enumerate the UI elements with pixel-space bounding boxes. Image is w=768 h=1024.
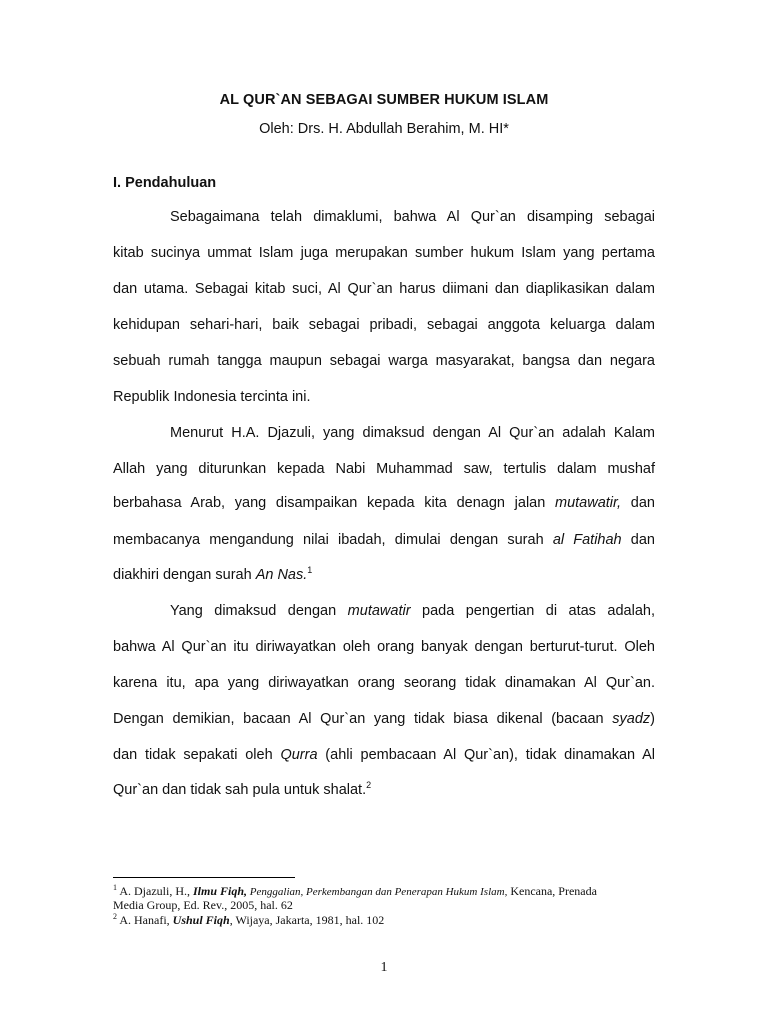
p1-line-4: kehidupan sehari-hari, baik sebagai pribadi, sebagai anggota keluarga dalam: [113, 317, 655, 333]
p3-line-4: Dengan demikian, bacaan Al Qur`an yang tidak biasa dikenal (bacaan syadz): [113, 711, 655, 727]
footnote-ref-2: 2: [366, 780, 372, 790]
p1-line-5: sebuah rumah tangga maupun sebagai warga masyarakat, bangsa dan negara: [113, 353, 655, 369]
p3-line-5: dan tidak sepakati oleh Qurra (ahli pembacaan Al Qur`an), tidak dinamakan Al: [113, 747, 655, 763]
p2-line-4: membacanya mengandung nilai ibadah, dimulai dengan surah al Fatihah dan: [113, 532, 655, 548]
p3-line-2: bahwa Al Qur`an itu diriwayatkan oleh orang banyak dengan berturut-turut. Oleh: [113, 639, 655, 655]
p1-line-1: Sebagaimana telah dimaklumi, bahwa Al Qur`an disamping sebagai: [170, 209, 655, 225]
footnote-2: $^2$ A. Hanafi, Ushul Fiqh, Wijaya, Jakarta, 1981, hal. 102: [113, 912, 385, 927]
p2-line-5: diakhiri dengan surah An Nas.$^1$: [113, 565, 313, 583]
footnote-1-cont: Media Group, Ed. Rev., 2005, hal. 62: [113, 898, 293, 912]
p3-line-6: Qur`an dan tidak sah pula untuk shalat.$^2$: [113, 780, 372, 798]
page-number: 1: [380, 960, 388, 975]
p1-line-3: dan utama. Sebagai kitab suci, Al Qur`an harus diimani dan diaplikasikan dalam: [113, 281, 655, 297]
footnote-divider: [113, 877, 295, 878]
footnote-ref-1: 1: [307, 565, 313, 575]
footnote-1: $^1$ A. Djazuli, H., Ilmu Fiqh, Penggalian, Perkembangan dan Penerapan Hukum Islam, Kencana, Prenada: [113, 883, 597, 898]
p3-line-1: Yang dimaksud dengan mutawatir pada pengertian di atas adalah,: [170, 603, 655, 619]
p1-line-2: kitab sucinya ummat Islam juga merupakan sumber hukum Islam yang pertama: [113, 245, 655, 261]
document-title: AL QUR`AN SEBAGAI SUMBER HUKUM ISLAM: [219, 92, 549, 108]
p2-line-3: berbahasa Arab, yang disampaikan kepada kita denagn jalan mutawatir, dan: [113, 495, 655, 511]
p2-line-2: Allah yang diturunkan kepada Nabi Muhammad saw, tertulis dalam mushaf: [113, 461, 655, 477]
p3-line-3: karena itu, apa yang diriwayatkan orang seorang tidak dinamakan Al Qur`an.: [113, 675, 655, 691]
author-line: Oleh: Drs. H. Abdullah Berahim, M. HI*: [259, 121, 509, 137]
p1-line-6: Republik Indonesia tercinta ini.: [113, 389, 311, 405]
p2-line-1: Menurut H.A. Djazuli, yang dimaksud dengan Al Qur`an adalah Kalam: [170, 425, 655, 441]
section-heading: I. Pendahuluan: [113, 175, 217, 191]
